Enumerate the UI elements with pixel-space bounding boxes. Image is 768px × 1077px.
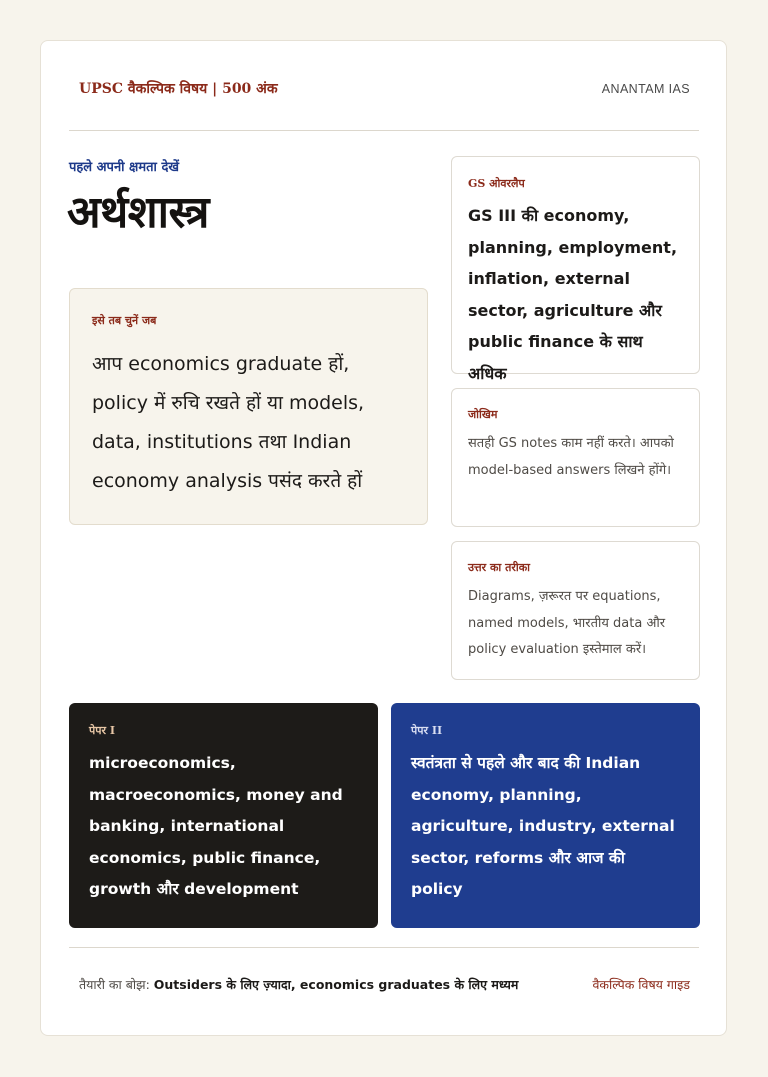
- subject-title: अर्थशास्त्र: [67, 187, 209, 238]
- guide-card: [40, 40, 727, 1036]
- choose-when-box: [69, 288, 428, 525]
- choose-when-text: आप economics graduate हों, policy में रुचि रखते हों या models, data, institutions तथा Indian economy analysis पसंद करते हों: [92, 353, 365, 492]
- gs-overlap-label: GS ओवरलैप: [468, 177, 525, 190]
- header-divider: [69, 130, 699, 131]
- choose-when-label: इसे तब चुनें जब: [92, 314, 157, 327]
- answer-method-box: [451, 541, 700, 680]
- paper-1-text: microeconomics, macroeconomics, money and banking, international economics, public finance, growth और development: [89, 754, 343, 899]
- prep-load-value: Outsiders के लिए ज़्यादा, economics graduates के लिए मध्यम: [153, 977, 519, 992]
- prep-load-label: तैयारी का बोझ:: [79, 977, 150, 992]
- paper-2-box: [391, 703, 700, 928]
- answer-method-label: उत्तर का तरीका: [468, 561, 530, 574]
- gs-overlap-box: [451, 156, 700, 383]
- brand-name: ANANTAM IAS: [601, 82, 690, 96]
- gs-overlap-text: GS III की economy, planning, employment, inflation, external sector, agriculture और public finance के साथ अधिक: [468, 206, 678, 383]
- paper-1-label: पेपर I: [89, 724, 115, 737]
- risk-text: सतही GS notes काम नहीं करते। आपको model-based answers लिखने होंगे।: [468, 436, 674, 478]
- prep-load: [79, 976, 518, 993]
- paper-1-box: [69, 703, 378, 928]
- risk-box: [451, 388, 700, 527]
- guide-label: वैकल्पिक विषय गाइड: [592, 977, 690, 992]
- paper-2-text: स्वतंत्रता से पहले और बाद की Indian economy, planning, agriculture, industry, external sector, reforms और आज की policy: [411, 754, 675, 899]
- answer-method-text: Diagrams, ज़रूरत पर equations, named models, भारतीय data और policy evaluation इस्तेमाल करें।: [468, 589, 666, 657]
- footer-divider: [69, 947, 699, 948]
- eyebrow-text: पहले अपनी क्षमता देखें: [69, 160, 179, 175]
- header-title: UPSC वैकल्पिक विषय | 500 अंक: [79, 81, 278, 97]
- risk-label: जोखिम: [468, 408, 498, 421]
- paper-2-label: पेपर II: [411, 724, 443, 737]
